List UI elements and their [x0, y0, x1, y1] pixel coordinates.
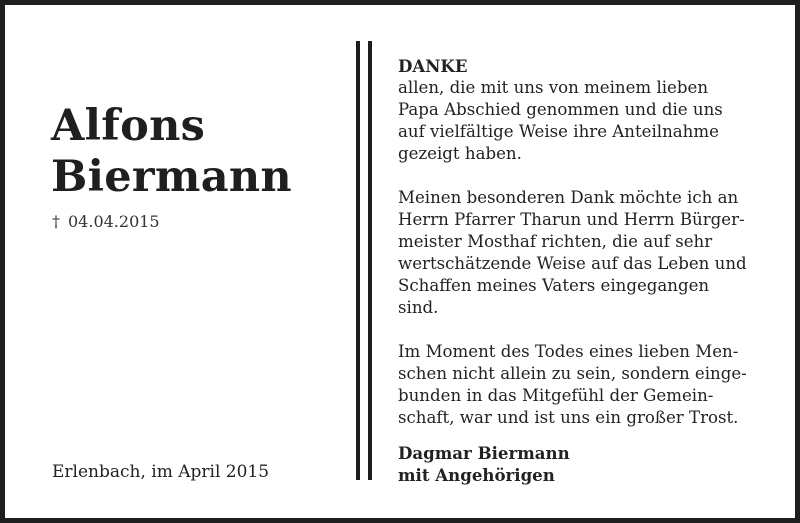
text-line: Papa Abschied genommen und die uns	[398, 100, 723, 119]
text-line: Meinen besonderen Dank möchte ich an	[398, 188, 739, 207]
deceased-name	[51, 101, 292, 203]
text-line: bunden in das Mitgefühl der Gemein-	[398, 386, 714, 405]
signature-relatives: mit Angehörigen	[398, 465, 555, 485]
divider-line-left	[356, 41, 360, 480]
deceased-first-name: Alfons	[51, 101, 206, 151]
thanks-paragraph-1	[398, 77, 768, 165]
signature-block	[398, 442, 570, 486]
place-and-date: Erlenbach, im April 2015	[52, 462, 270, 482]
deceased-last-name: Biermann	[51, 152, 292, 202]
thanks-text-column	[398, 55, 768, 451]
text-line: gezeigt haben.	[398, 144, 522, 163]
text-line: Im Moment des Todes eines lieben Men-	[398, 342, 739, 361]
thanks-paragraph-2	[398, 187, 768, 319]
thanks-heading: DANKE	[398, 56, 468, 76]
text-line: sind.	[398, 298, 439, 317]
cross-icon: †	[52, 212, 60, 231]
divider-line-right	[368, 41, 372, 480]
death-date-line	[52, 212, 160, 231]
text-line: auf vielfältige Weise ihre Anteilnahme	[398, 122, 719, 141]
text-line: Schaffen meines Vaters eingegangen	[398, 276, 710, 295]
text-line: wertschätzende Weise auf das Leben und	[398, 254, 747, 273]
text-line: schen nicht allein zu sein, sondern einge-	[398, 364, 747, 383]
text-line: allen, die mit uns von meinem lieben	[398, 78, 709, 97]
signature-name: Dagmar Biermann	[398, 443, 570, 463]
thanks-paragraph-3	[398, 341, 768, 429]
text-line: schaft, war und ist uns ein großer Trost.	[398, 408, 739, 427]
text-line: meister Mosthaf richten, die auf sehr	[398, 232, 713, 251]
text-line: Herrn Pfarrer Tharun und Herrn Bürger-	[398, 210, 745, 229]
death-date: 04.04.2015	[68, 212, 160, 231]
